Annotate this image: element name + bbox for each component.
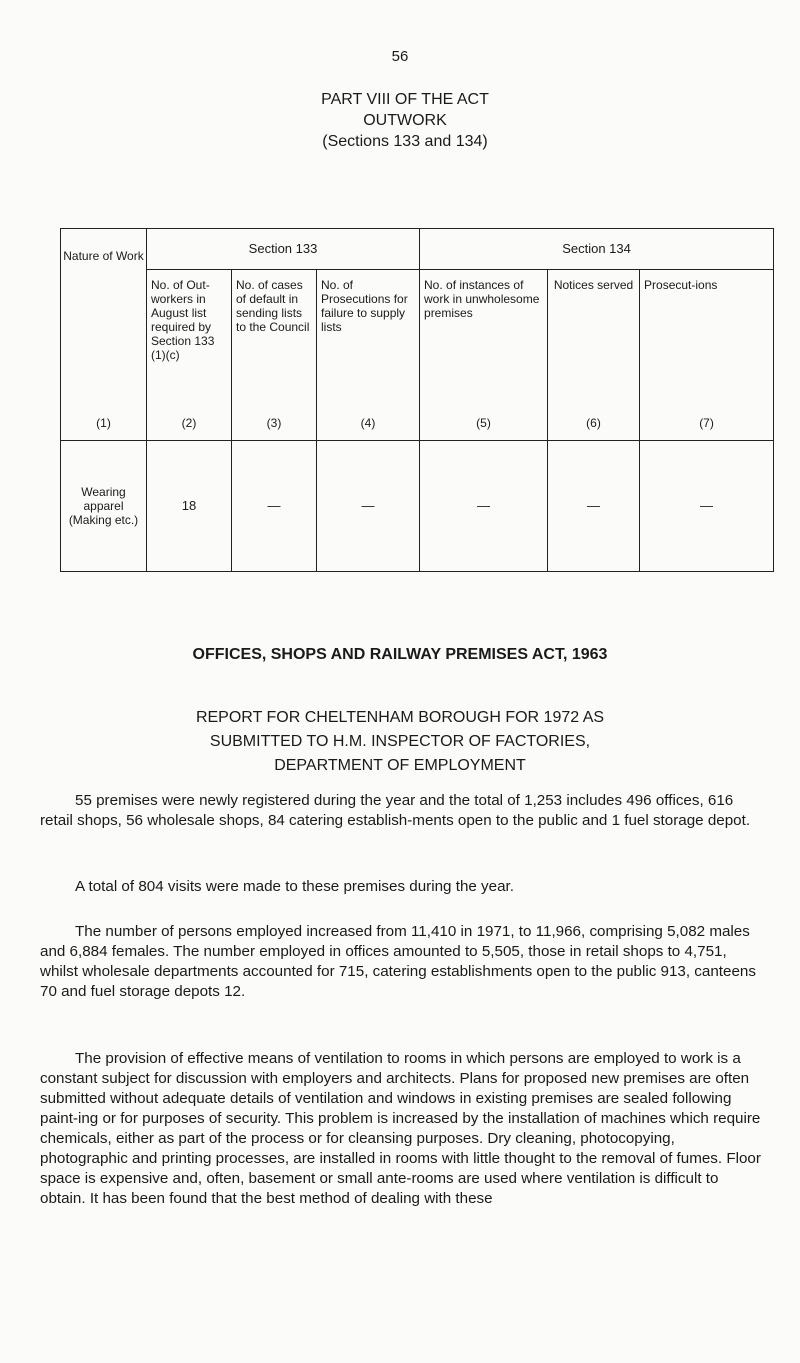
column-label: Prosecut-ions — [644, 278, 718, 292]
report-title — [0, 706, 800, 778]
column-number: (5) — [476, 416, 491, 430]
column-number: (6) — [586, 416, 601, 430]
report-title-line: REPORT FOR CHELTENHAM BOROUGH FOR 1972 AS — [195, 709, 605, 726]
column-number: (7) — [699, 416, 714, 430]
table-cell: — — [640, 441, 774, 572]
column-header — [420, 270, 548, 441]
table-cell: 18 — [147, 441, 232, 572]
column-header — [232, 270, 317, 441]
column-label: Notices served — [553, 278, 634, 292]
paragraph: The provision of effective means of ventilation to rooms in which persons are employed to work is a constant subject for discussion with employers and architects. Plans for proposed new premises are often submitted without adequate details of ventilation and windows in existing premises are sealed following paint-ing or for purposes of security. This problem is increased by the installation of machines which require chemicals, either as part of the process or for cleansing purposes. Dry cleaning, photocopying, photographic and printing processes, are installed in rooms with little thought to the removal of fumes. Floor space is expensive and, often, basement or small ante-rooms are used where ventilation is difficult to obtain. It has been found that the best method of dealing with these — [40, 1050, 761, 1207]
section-133-header: Section 133 — [147, 229, 420, 270]
column-number: (1) — [96, 416, 111, 430]
paragraph: The number of persons employed increased from 11,410 in 1971, to 11,966, comprising 5,082 males and 6,884 females. The number employed in offices amounted to 5,505, those in retail shops to 4,751, whilst wholesale departments accounted for 715, catering establishments open to the public 913, canteens 70 and fuel storage depots 12. — [40, 923, 756, 1000]
paragraph: 55 premises were newly registered during the year and the total of 1,253 includes 496 offices, 616 retail shops, 56 wholesale shops, 84 catering establish-ments open to the public and 1 fuel storage depot. — [40, 792, 751, 829]
table-row — [61, 441, 774, 572]
column-label: No. of Out-workers in August list required by Section 133 (1)(c) — [151, 278, 215, 362]
report-title-line: DEPARTMENT OF EMPLOYMENT — [274, 757, 526, 774]
heading-title: OUTWORK — [363, 112, 447, 129]
heading-sections: (Sections 133 and 134) — [322, 133, 488, 150]
column-header-nature — [61, 229, 147, 441]
paragraph: A total of 804 visits were made to these premises during the year. — [75, 878, 514, 895]
column-header — [548, 270, 640, 441]
column-header — [640, 270, 774, 441]
column-label: No. of cases of default in sending lists to the Council — [236, 278, 310, 334]
column-header — [147, 270, 232, 441]
table-cell: — — [420, 441, 548, 572]
column-number: (2) — [181, 416, 197, 430]
heading-part: PART VIII OF THE ACT — [321, 91, 489, 108]
section-134-header: Section 134 — [420, 229, 774, 270]
column-label: Nature of Work — [63, 249, 144, 263]
report-title-line: SUBMITTED TO H.M. INSPECTOR OF FACTORIES, — [209, 733, 591, 750]
section-heading — [0, 89, 800, 152]
column-number: (4) — [360, 416, 376, 430]
page-number: 56 — [391, 48, 409, 65]
table-cell: — — [232, 441, 317, 572]
column-label: No. of Prosecutions for failure to supply lists — [321, 278, 408, 334]
outwork-table — [60, 228, 774, 572]
column-header — [317, 270, 420, 441]
row-nature-of-work: Wearing apparel (Making etc.) — [61, 441, 147, 572]
act-title: OFFICES, SHOPS AND RAILWAY PREMISES ACT, 1963 — [192, 646, 608, 663]
column-number: (3) — [266, 416, 282, 430]
table-cell: — — [317, 441, 420, 572]
table-cell: — — [548, 441, 640, 572]
column-label: No. of instances of work in unwholesome premises — [424, 278, 540, 320]
